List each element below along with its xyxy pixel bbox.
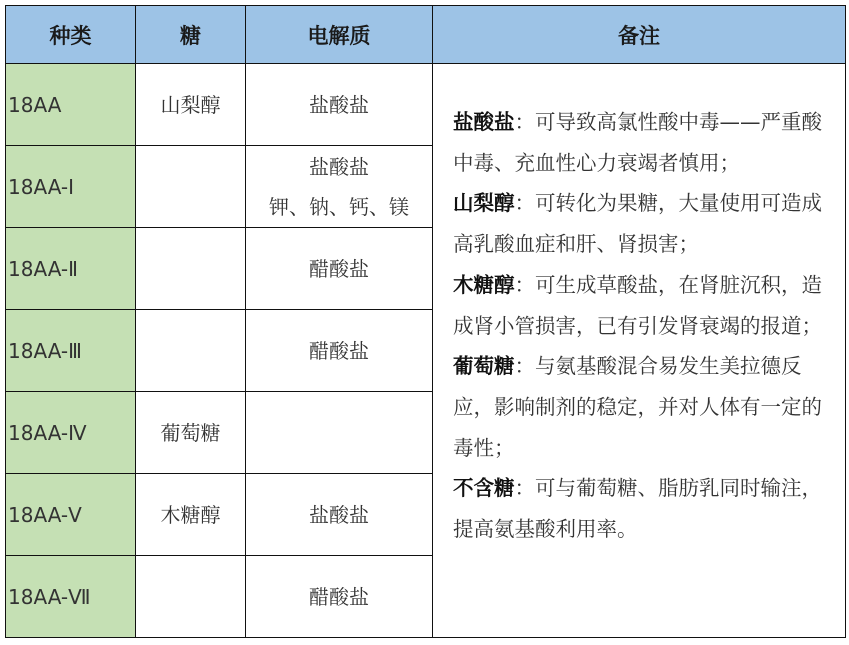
electrolyte-value: 醋酸盐 [309, 256, 369, 281]
electrolyte-value: 钾、钠、钙、镁 [269, 194, 409, 219]
sugar-cell [136, 146, 246, 228]
note-label: 不含糖 [453, 476, 515, 501]
electrolyte-value: 盐酸盐 [309, 502, 369, 527]
electrolyte-value: 醋酸盐 [309, 338, 369, 363]
electrolyte-cell [246, 310, 433, 392]
electrolyte-value: 盐酸盐 [309, 154, 369, 179]
note-text: ：可与葡萄糖、脂肪乳同时输注，提高氨基酸利用率。 [453, 476, 822, 542]
kind-cell: 18AA-Ⅴ [6, 474, 136, 556]
amino-acid-table [5, 5, 846, 638]
sugar-cell [136, 556, 246, 638]
note-text: ：可导致高氯性酸中毒——严重酸中毒、充血性心力衰竭者慎用； [453, 110, 822, 175]
note-text: ：与氨基酸混合易发生美拉德反应，影响制剂的稳定，并对人体有一定的毒性； [453, 354, 822, 460]
header-notes: 备注 [433, 6, 846, 64]
kind-cell: 18AA-Ⅶ [6, 556, 136, 638]
table-row [6, 64, 846, 146]
sugar-cell [136, 310, 246, 392]
kind-cell: 18AA-Ⅲ [6, 310, 136, 392]
note-item [453, 346, 841, 468]
header-row [6, 6, 846, 64]
note-item [453, 102, 841, 183]
note-item [453, 183, 841, 264]
note-label: 葡萄糖 [453, 354, 515, 379]
header-electrolyte: 电解质 [246, 6, 433, 64]
electrolyte-cell [246, 228, 433, 310]
electrolyte-cell [246, 556, 433, 638]
kind-cell: 18AA [6, 64, 136, 146]
note-item [453, 265, 841, 346]
note-label: 盐酸盐 [453, 110, 515, 134]
electrolyte-cell [246, 392, 433, 474]
sugar-cell: 葡萄糖 [136, 392, 246, 474]
header-kind: 种类 [6, 6, 136, 64]
note-item [453, 468, 841, 549]
electrolyte-value: 盐酸盐 [309, 92, 369, 117]
note-text: ：可转化为果糖，大量使用可造成高乳酸血症和肝、肾损害； [453, 191, 822, 257]
sugar-cell [136, 228, 246, 310]
sugar-cell: 木糖醇 [136, 474, 246, 556]
notes-cell [433, 64, 846, 638]
header-sugar: 糖 [136, 6, 246, 64]
note-label: 木糖醇 [453, 272, 515, 297]
kind-cell: 18AA-Ⅱ [6, 228, 136, 310]
sugar-cell: 山梨醇 [136, 64, 246, 146]
kind-cell: 18AA-Ⅳ [6, 392, 136, 474]
note-label: 山梨醇 [453, 191, 515, 216]
electrolyte-cell [246, 474, 433, 556]
electrolyte-cell [246, 64, 433, 146]
electrolyte-cell [246, 146, 433, 228]
electrolyte-value: 醋酸盐 [309, 584, 369, 609]
kind-cell: 18AA-Ⅰ [6, 146, 136, 228]
note-text: ：可生成草酸盐，在肾脏沉积，造成肾小管损害，已有引发肾衰竭的报道； [453, 272, 822, 338]
